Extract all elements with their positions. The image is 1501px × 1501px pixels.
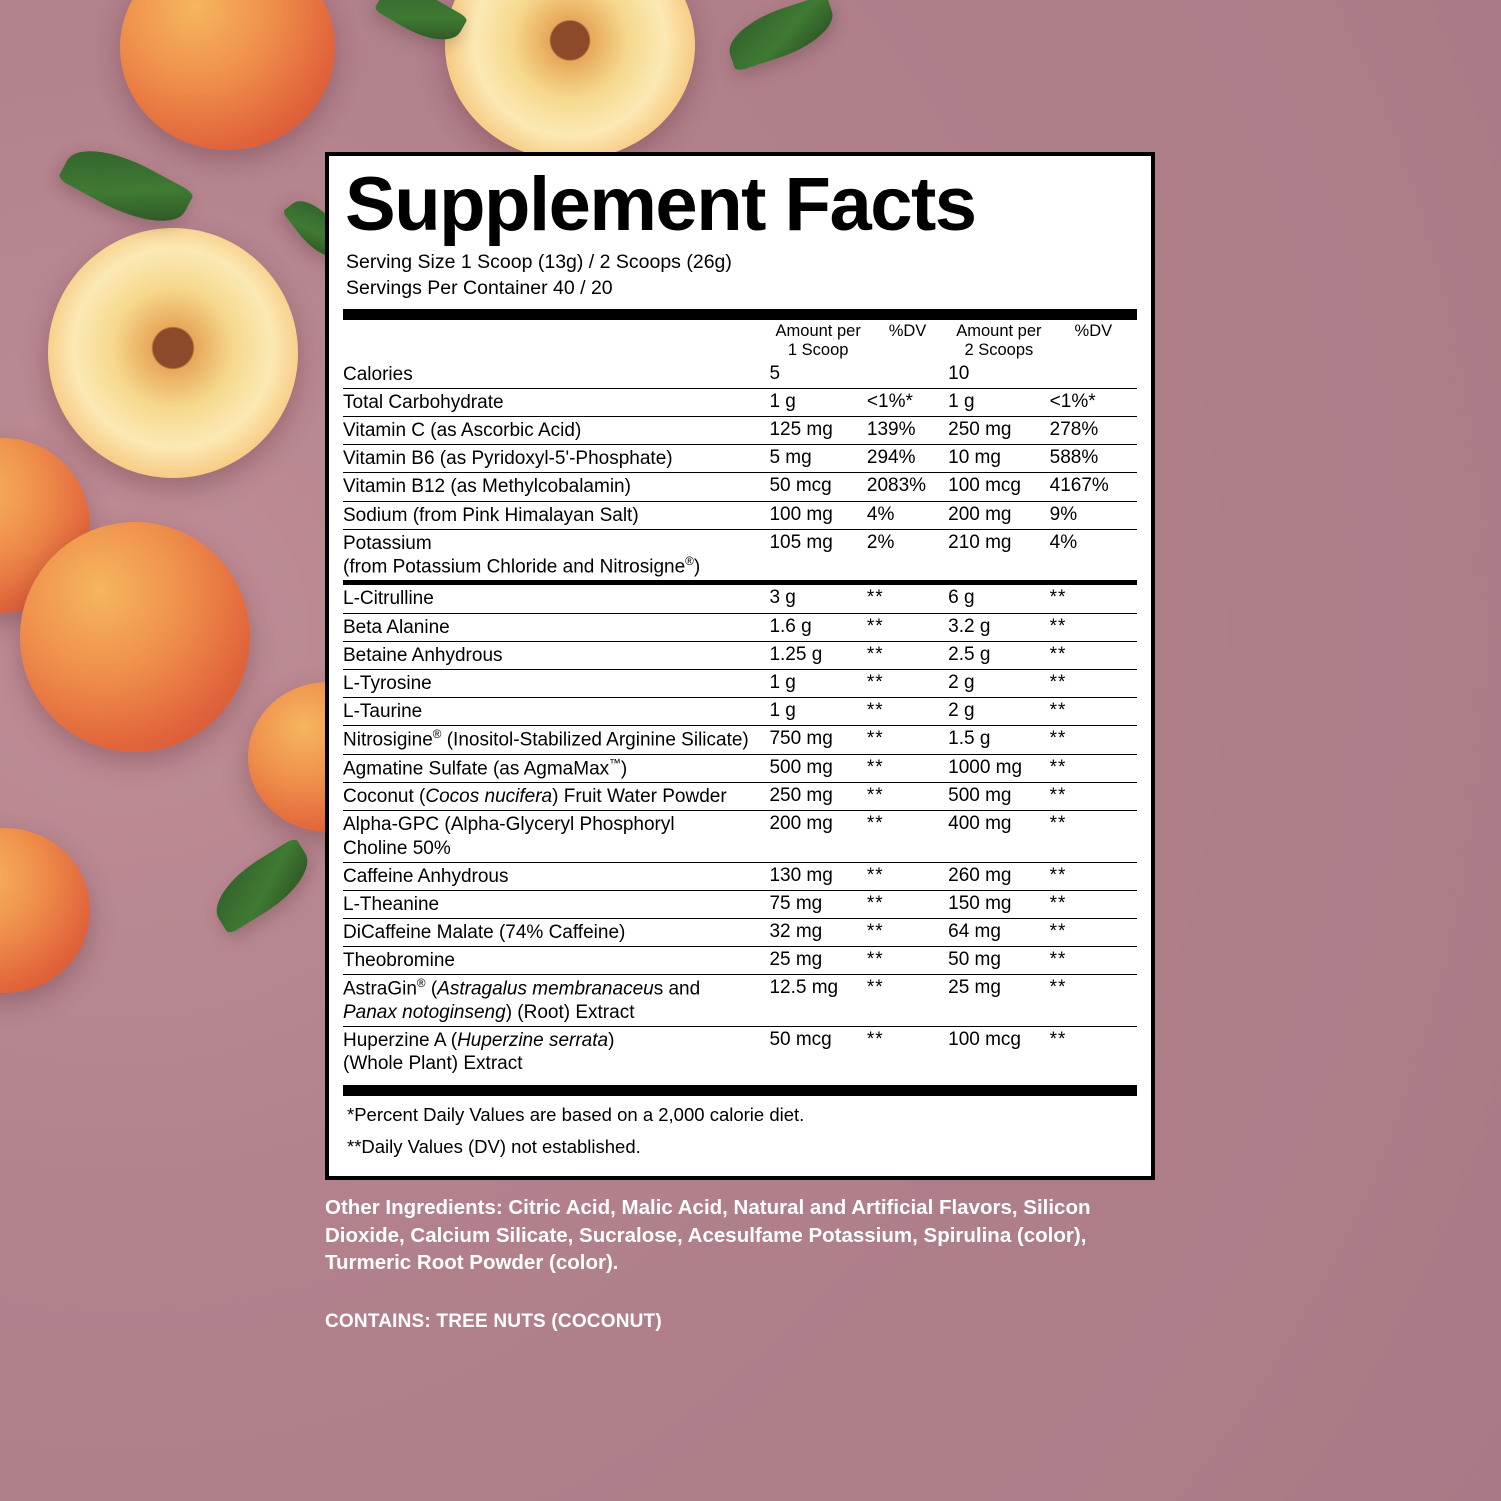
table-row bbox=[343, 529, 1137, 580]
table-row bbox=[343, 726, 1137, 755]
table-row bbox=[343, 783, 1137, 811]
table-row bbox=[343, 417, 1137, 445]
dv-per-1-scoop: ** bbox=[867, 754, 948, 783]
amount-per-1-scoop: 1.6 g bbox=[769, 613, 866, 641]
servings-per-container-text: Servings Per Container 40 / 20 bbox=[346, 276, 613, 299]
table-row bbox=[343, 388, 1137, 416]
table-row bbox=[343, 585, 1137, 613]
amount-per-1-scoop: 50 mcg bbox=[769, 1029, 832, 1051]
amount-per-1-scoop: 5 mg bbox=[769, 445, 866, 473]
nutrient-name: Caffeine Anhydrous bbox=[343, 862, 769, 890]
header-amount-2-scoops: Amount per 2 Scoops bbox=[956, 322, 1042, 359]
amount-per-1-scoop: 1 g bbox=[769, 388, 866, 416]
dv-per-1-scoop: ** bbox=[867, 975, 948, 1027]
dv-per-1-scoop: ** bbox=[867, 811, 948, 862]
table-row bbox=[343, 754, 1137, 783]
dv-per-1-scoop: ** bbox=[867, 783, 948, 811]
facts-table bbox=[343, 320, 1137, 580]
amount-per-2-scoops: 100 mcg bbox=[948, 1029, 1021, 1051]
amount-per-1-scoop: 1 g bbox=[769, 698, 866, 726]
nutrient-name: Beta Alanine bbox=[343, 613, 769, 641]
peach-decoration bbox=[120, 0, 335, 150]
amount-per-2-scoops: 260 mg bbox=[948, 862, 1050, 890]
dv-per-2-scoops: ** bbox=[1050, 669, 1137, 697]
amount-per-2-scoops: 500 mg bbox=[948, 783, 1050, 811]
dv-per-2-scoops: ** bbox=[1050, 585, 1137, 613]
amount-per-1-scoop: 500 mg bbox=[769, 754, 866, 783]
dv-per-2-scoops: ** bbox=[1050, 919, 1137, 947]
nutrient-name: Betaine Anhydrous bbox=[343, 641, 769, 669]
amount-per-1-scoop: 3 g bbox=[769, 585, 866, 613]
nutrient-name: L-Theanine bbox=[343, 890, 769, 918]
dv-per-2-scoops: ** bbox=[1050, 698, 1137, 726]
amount-per-2-scoops: 3.2 g bbox=[948, 613, 1050, 641]
dv-per-2-scoops: ** bbox=[1050, 783, 1137, 811]
dv-per-1-scoop bbox=[867, 361, 948, 389]
amount-per-1-scoop: 50 mcg bbox=[769, 473, 866, 501]
table-row bbox=[343, 613, 1137, 641]
amount-per-2-scoops: 10 bbox=[948, 361, 1050, 389]
amount-per-1-scoop: 750 mg bbox=[769, 726, 866, 755]
table-row bbox=[343, 361, 1137, 389]
nutrient-name: Agmatine Sulfate (as AgmaMax™) bbox=[343, 754, 769, 783]
nutrient-name: Total Carbohydrate bbox=[343, 388, 769, 416]
header-dv-1-scoop: %DV bbox=[888, 322, 927, 341]
amount-per-2-scoops: 200 mg bbox=[948, 501, 1050, 529]
table-row bbox=[343, 947, 1137, 975]
other-ingredients-text: Other Ingredients: Citric Acid, Malic Acid, Natural and Artificial Flavors, Silicon Dioxide, Calcium Silicate, Sucralose, Acesulfame Potassium, Spirulina (color), Turmeric Root Powder (color). bbox=[325, 1196, 1091, 1275]
amount-per-2-scoops: 64 mg bbox=[948, 919, 1050, 947]
table-row bbox=[343, 473, 1137, 501]
dv-per-1-scoop: ** bbox=[867, 613, 948, 641]
amount-per-2-scoops: 2 g bbox=[948, 669, 1050, 697]
amount-per-2-scoops: 6 g bbox=[948, 585, 1050, 613]
dv-per-2-scoops: ** bbox=[1050, 811, 1137, 862]
peach-half-decoration bbox=[445, 0, 695, 160]
serving-size-text: Serving Size 1 Scoop (13g) / 2 Scoops (26g) bbox=[346, 250, 732, 273]
allergen-statement: CONTAINS: TREE NUTS (COCONUT) bbox=[325, 1311, 662, 1332]
header-amount-1-scoop: Amount per 1 Scoop bbox=[775, 322, 861, 359]
dv-per-1-scoop: ** bbox=[867, 726, 948, 755]
table-row bbox=[343, 919, 1137, 947]
nutrient-name: Vitamin B12 (as Methylcobalamin) bbox=[343, 473, 769, 501]
amount-per-1-scoop: 25 mg bbox=[769, 947, 866, 975]
divider-thick-bottom bbox=[343, 1085, 1137, 1096]
nutrient-name: Alpha-GPC (Alpha-Glyceryl Phosphoryl Choline 50% bbox=[343, 811, 769, 862]
dv-per-1-scoop: 294% bbox=[867, 445, 948, 473]
dv-per-1-scoop: ** bbox=[867, 641, 948, 669]
amount-per-2-scoops: 25 mg bbox=[948, 975, 1050, 1027]
facts-table-header bbox=[343, 320, 1137, 360]
table-row bbox=[343, 501, 1137, 529]
amount-per-2-scoops: 250 mg bbox=[948, 417, 1050, 445]
dv-per-1-scoop: 2083% bbox=[867, 473, 948, 501]
amount-per-1-scoop: 75 mg bbox=[769, 890, 866, 918]
nutrient-name: Theobromine bbox=[343, 947, 769, 975]
supplement-facts-panel bbox=[325, 152, 1155, 1180]
amount-per-2-scoops: 150 mg bbox=[948, 890, 1050, 918]
dv-per-2-scoops: ** bbox=[1050, 975, 1137, 1027]
amount-per-2-scoops: 1000 mg bbox=[948, 754, 1050, 783]
dv-per-2-scoops: ** bbox=[1050, 726, 1137, 755]
dv-per-1-scoop: ** bbox=[867, 585, 948, 613]
leaf-decoration bbox=[57, 133, 194, 239]
nutrient-name: Vitamin B6 (as Pyridoxyl-5'-Phosphate) bbox=[343, 445, 769, 473]
nutrient-name: Coconut (Cocos nucifera) Fruit Water Powder bbox=[343, 783, 769, 811]
amount-per-1-scoop: 100 mg bbox=[769, 501, 866, 529]
table-row bbox=[343, 669, 1137, 697]
dv-per-2-scoops: ** bbox=[1049, 1029, 1067, 1051]
dv-per-1-scoop: 2% bbox=[866, 531, 895, 553]
facts-table-body-vitamins bbox=[343, 361, 1137, 581]
dv-per-1-scoop: ** bbox=[866, 1029, 884, 1051]
dv-per-1-scoop: ** bbox=[867, 890, 948, 918]
nutrient-name: DiCaffeine Malate (74% Caffeine) bbox=[343, 919, 769, 947]
amount-per-1-scoop: 1 g bbox=[769, 669, 866, 697]
nutrient-name: Vitamin C (as Ascorbic Acid) bbox=[343, 417, 769, 445]
leaf-decoration bbox=[722, 0, 841, 72]
table-row bbox=[343, 890, 1137, 918]
nutrient-name: Sodium (from Pink Himalayan Salt) bbox=[343, 501, 769, 529]
dv-per-2-scoops: ** bbox=[1050, 754, 1137, 783]
facts-table-body-actives bbox=[343, 585, 1137, 1077]
dv-per-1-scoop: ** bbox=[867, 698, 948, 726]
dv-per-2-scoops: ** bbox=[1050, 613, 1137, 641]
amount-per-2-scoops: 50 mg bbox=[948, 947, 1050, 975]
header-dv-2-scoops: %DV bbox=[1074, 322, 1113, 341]
dv-per-2-scoops: <1%* bbox=[1050, 388, 1137, 416]
amount-per-2-scoops: 1 g bbox=[948, 388, 1050, 416]
amount-per-2-scoops: 10 mg bbox=[948, 445, 1050, 473]
amount-per-1-scoop: 130 mg bbox=[769, 862, 866, 890]
dv-per-2-scoops: 588% bbox=[1050, 445, 1137, 473]
dv-per-1-scoop: ** bbox=[867, 919, 948, 947]
header-spacer bbox=[343, 320, 769, 360]
dv-per-1-scoop: 139% bbox=[867, 417, 948, 445]
dv-per-2-scoops: 4167% bbox=[1050, 473, 1137, 501]
peach-decoration bbox=[0, 828, 90, 993]
dv-per-2-scoops: 278% bbox=[1050, 417, 1137, 445]
leaf-decoration bbox=[203, 837, 320, 935]
table-row bbox=[343, 862, 1137, 890]
amount-per-2-scoops: 400 mg bbox=[948, 811, 1050, 862]
table-row bbox=[343, 445, 1137, 473]
nutrient-name: L-Tyrosine bbox=[343, 669, 769, 697]
amount-per-2-scoops: 1.5 g bbox=[948, 726, 1050, 755]
nutrient-name: L-Citrulline bbox=[343, 585, 769, 613]
nutrient-name: Calories bbox=[343, 361, 769, 389]
dv-per-2-scoops: 9% bbox=[1050, 501, 1137, 529]
dv-per-1-scoop: 4% bbox=[867, 501, 948, 529]
amount-per-2-scoops: 210 mg bbox=[948, 531, 1012, 553]
footnote-dv-not-established: **Daily Values (DV) not established. bbox=[347, 1136, 641, 1158]
amount-per-1-scoop: 200 mg bbox=[769, 811, 866, 862]
amount-per-1-scoop: 5 bbox=[769, 361, 866, 389]
page-title: Supplement Facts bbox=[345, 162, 976, 247]
dv-per-2-scoops: ** bbox=[1050, 862, 1137, 890]
amount-per-1-scoop: 250 mg bbox=[769, 783, 866, 811]
amount-per-2-scoops: 2.5 g bbox=[948, 641, 1050, 669]
peach-half-decoration bbox=[48, 228, 298, 478]
amount-per-1-scoop: 32 mg bbox=[769, 919, 866, 947]
divider-thick bbox=[343, 309, 1137, 320]
peach-decoration bbox=[20, 522, 250, 752]
amount-per-1-scoop: 1.25 g bbox=[769, 641, 866, 669]
amount-per-1-scoop: 12.5 mg bbox=[769, 975, 866, 1027]
dv-per-2-scoops: ** bbox=[1050, 947, 1137, 975]
nutrient-name: Huperzine A (Huperzine serrata) (Whole Plant) Extract bbox=[343, 1030, 615, 1075]
amount-per-1-scoop: 125 mg bbox=[769, 417, 866, 445]
amount-per-1-scoop: 105 mg bbox=[769, 531, 833, 553]
dv-per-1-scoop: <1%* bbox=[867, 388, 948, 416]
nutrient-name: L-Taurine bbox=[343, 698, 769, 726]
dv-per-1-scoop: ** bbox=[867, 947, 948, 975]
table-row bbox=[343, 975, 1137, 1027]
nutrient-name: AstraGin® (Astragalus membranaceus and Panax notoginseng) (Root) Extract bbox=[343, 975, 769, 1027]
table-row bbox=[343, 811, 1137, 862]
nutrient-name: Potassium (from Potassium Chloride and Nitrosigne®) bbox=[343, 532, 701, 578]
amount-per-2-scoops: 2 g bbox=[948, 698, 1050, 726]
dv-per-1-scoop: ** bbox=[867, 862, 948, 890]
table-row bbox=[343, 641, 1137, 669]
amount-per-2-scoops: 100 mcg bbox=[948, 473, 1050, 501]
nutrient-name: Nitrosigine® (Inositol-Stabilized Arginine Silicate) bbox=[343, 726, 769, 755]
dv-per-2-scoops bbox=[1050, 361, 1137, 389]
dv-per-1-scoop: ** bbox=[867, 669, 948, 697]
dv-per-2-scoops: ** bbox=[1050, 641, 1137, 669]
facts-table-blend bbox=[343, 585, 1137, 1077]
dv-per-2-scoops: ** bbox=[1050, 890, 1137, 918]
table-row bbox=[343, 1027, 1137, 1078]
dv-per-2-scoops: 4% bbox=[1049, 531, 1078, 553]
table-row bbox=[343, 698, 1137, 726]
footnote-daily-values: *Percent Daily Values are based on a 2,000 calorie diet. bbox=[347, 1104, 805, 1126]
